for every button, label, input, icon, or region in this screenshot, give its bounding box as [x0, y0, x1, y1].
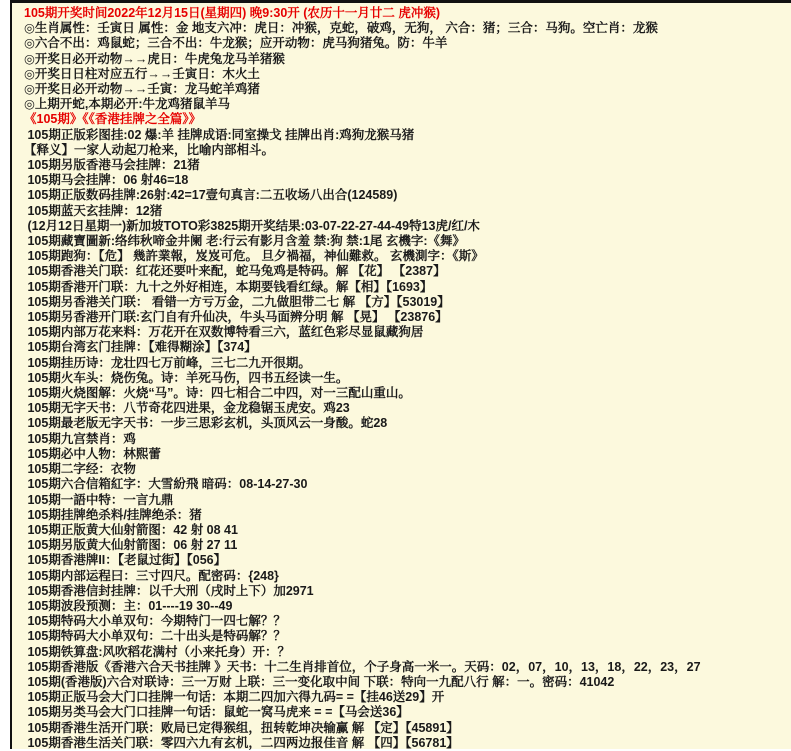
text-line: 105期香港牌II：【老鼠过街】【056】: [24, 553, 227, 568]
text-line: 105期六合信箱紅字：大雪紛飛 暗码：08-14-27-30: [24, 477, 308, 492]
text-line: 105期香港开门联：九十之外好相连，本期要钱看红绿。解【相】【1693】: [24, 279, 433, 294]
text-line: 105期特码大小单双句：今期特门一四七解？？: [24, 614, 286, 629]
text-line: 105期马会挂牌：06 射46=18: [24, 173, 189, 188]
lottery-info-page: [10, 0, 791, 749]
text-line: 105期香港信封挂牌：以千大刑（戌时上下）加2971: [24, 583, 314, 598]
text-line: 《105期》《《香港挂牌之全篇》》: [24, 112, 202, 127]
text-line: 105期二字经：衣物: [24, 462, 136, 477]
text-line: 105期必中人物：林熙蕾: [24, 446, 161, 461]
text-line: 105期特码大小单双句：二十出头是特码解？？: [24, 629, 286, 644]
text-line: 105期另香港关门联： 看错一方亏万金，二九做胆带二七 解 【方】【53019】: [24, 294, 450, 309]
text-line: 105期正版数码挂牌:26射:42=17壹句真言:二五收场八出合(124589): [24, 188, 398, 203]
text-line: 105期开奖时间2022年12月15日(星期四) 晚9:30开 (农历十一月廿二 虎冲猴): [24, 6, 441, 20]
text-line: 105期另版黄大仙射箭图：06 射 27 11: [24, 538, 238, 553]
text-line: 105期一語中特：一言九鼎: [24, 492, 174, 507]
text-line: 105期九宫禁肖：鸡: [24, 431, 136, 446]
text-line: 105期铁算盘:风吹稻花满村（小来托身）开：？: [24, 644, 290, 659]
text-line: 105期藏寶圖新:络纬秋啼金井阑 老:行云有影月含羞 禁:狗 禁:1尾 玄機字:《舞》: [24, 234, 465, 249]
text-line: 105期蓝天玄挂牌：12猪: [24, 203, 163, 218]
text-line: 105期香港生活关门联：零四六九有玄机，二四两边报佳音 解 【四】【56781】: [24, 735, 459, 750]
text-line: 105期另类马会大门口挂牌一句话：鼠蛇一窝马虎来 = =【马会送36】: [24, 705, 409, 720]
text-line: 105期最老版无字天书：一步三思彩玄机，头顶风云一身酸。蛇28: [24, 416, 388, 431]
text-line: ◎六合不出：鸡鼠蛇；三合不出：牛龙猴；应开动物：虎马狗猪兔。防：牛羊: [24, 36, 448, 51]
text-line: (12月12日星期一)新加坡TOTO彩3825期开奖结果:03-07-22-27-44-49特13虎/红/木: [24, 218, 480, 233]
text-line: 105期挂历诗：龙壮四七万前峰，三七二九开很期。: [24, 355, 311, 370]
text-line: 105期香港版《香港六合天书挂牌 》天书：十二生肖排首位，个子身高一米一。天码：02，07，10，13，18，22，23，27: [24, 659, 701, 674]
text-line: 105期正版彩图挂:02 爆:羊 挂牌成语:同室操戈 挂牌出肖:鸡狗龙猴马猪: [24, 127, 415, 142]
text-line: 105期香港关门联：红花还要叶来配，蛇马兔鸡是特码。解 【花】 【2387】: [24, 264, 446, 279]
content-lines: [24, 6, 791, 751]
text-line: ◎开奖日日柱对应五行→→壬寅日：木火土: [24, 66, 260, 81]
text-line: 105期内部万花来料：万花开在双数博特看三六，蓝红色彩尽显鼠藏狗居: [24, 325, 424, 340]
text-line: 105期香港生活开门联：败局已定得猴组，扭转乾坤决输赢 解 【定】【45891】: [24, 720, 459, 735]
text-line: ◎上期开蛇,本期必开:牛龙鸡猪鼠羊马: [24, 97, 231, 112]
text-line: 105期(香港版)六合对联诗：三一万财 上联：三一变化取中间 下联：特向一九配八行 解：一。密码：41042: [24, 674, 615, 689]
text-line: 105期台湾玄门挂牌：【难得糊涂】【374】: [24, 340, 257, 355]
text-line: 105期另版香港马会挂牌：21猪: [24, 158, 200, 173]
text-line: ◎生肖属性：壬寅日 属性：金 地支六冲：虎日：冲猴，克蛇，破鸡，无狗， 六合：猪；三合：马狗。空亡肖：龙猴: [24, 21, 658, 36]
text-line: 105期波段预测：主：01----19 30--49: [24, 598, 233, 613]
text-line: 105期内部运程曰：三寸四尺。配密码：{248}: [24, 568, 279, 583]
text-line: 105期正版马会大门口挂牌一句话：本期二四加六得九码= =【挂46送29】开: [24, 690, 445, 705]
text-line: 105期无字天书：八节奇花四进果，金龙稳锯玉虎安。鸡23: [24, 401, 350, 416]
text-line: 105期火车头：烧伤兔。诗：羊死马伤，四书五经读一生。: [24, 370, 349, 385]
text-line: 105期火烧图解：火烧“马”。诗：四七相合二中四，对一三配山重山。: [24, 386, 411, 401]
text-line: 105期跑狗：【危】 幾許業報，岌岌可危。 旦夕禍福，神仙難救。 玄機測字：《斯》: [24, 249, 484, 264]
text-line: 105期正版黄大仙射箭图：42 射 08 41: [24, 522, 238, 537]
text-line: ◎开奖日必开动物→→壬寅：龙马蛇羊鸡猪: [24, 82, 260, 97]
text-line: 105期另香港开门联:玄门自有升仙决，牛头马面辨分明 解 【晃】 【23876】: [24, 310, 448, 325]
text-line: 105期挂牌绝杀料/挂牌绝杀：猪: [24, 507, 202, 522]
text-line: ◎开奖日必开动物→→虎日：牛虎兔龙马羊猪猴: [24, 51, 285, 66]
text-line: 【释义】一家人动起刀枪来，比喻内部相斗。: [24, 142, 275, 157]
